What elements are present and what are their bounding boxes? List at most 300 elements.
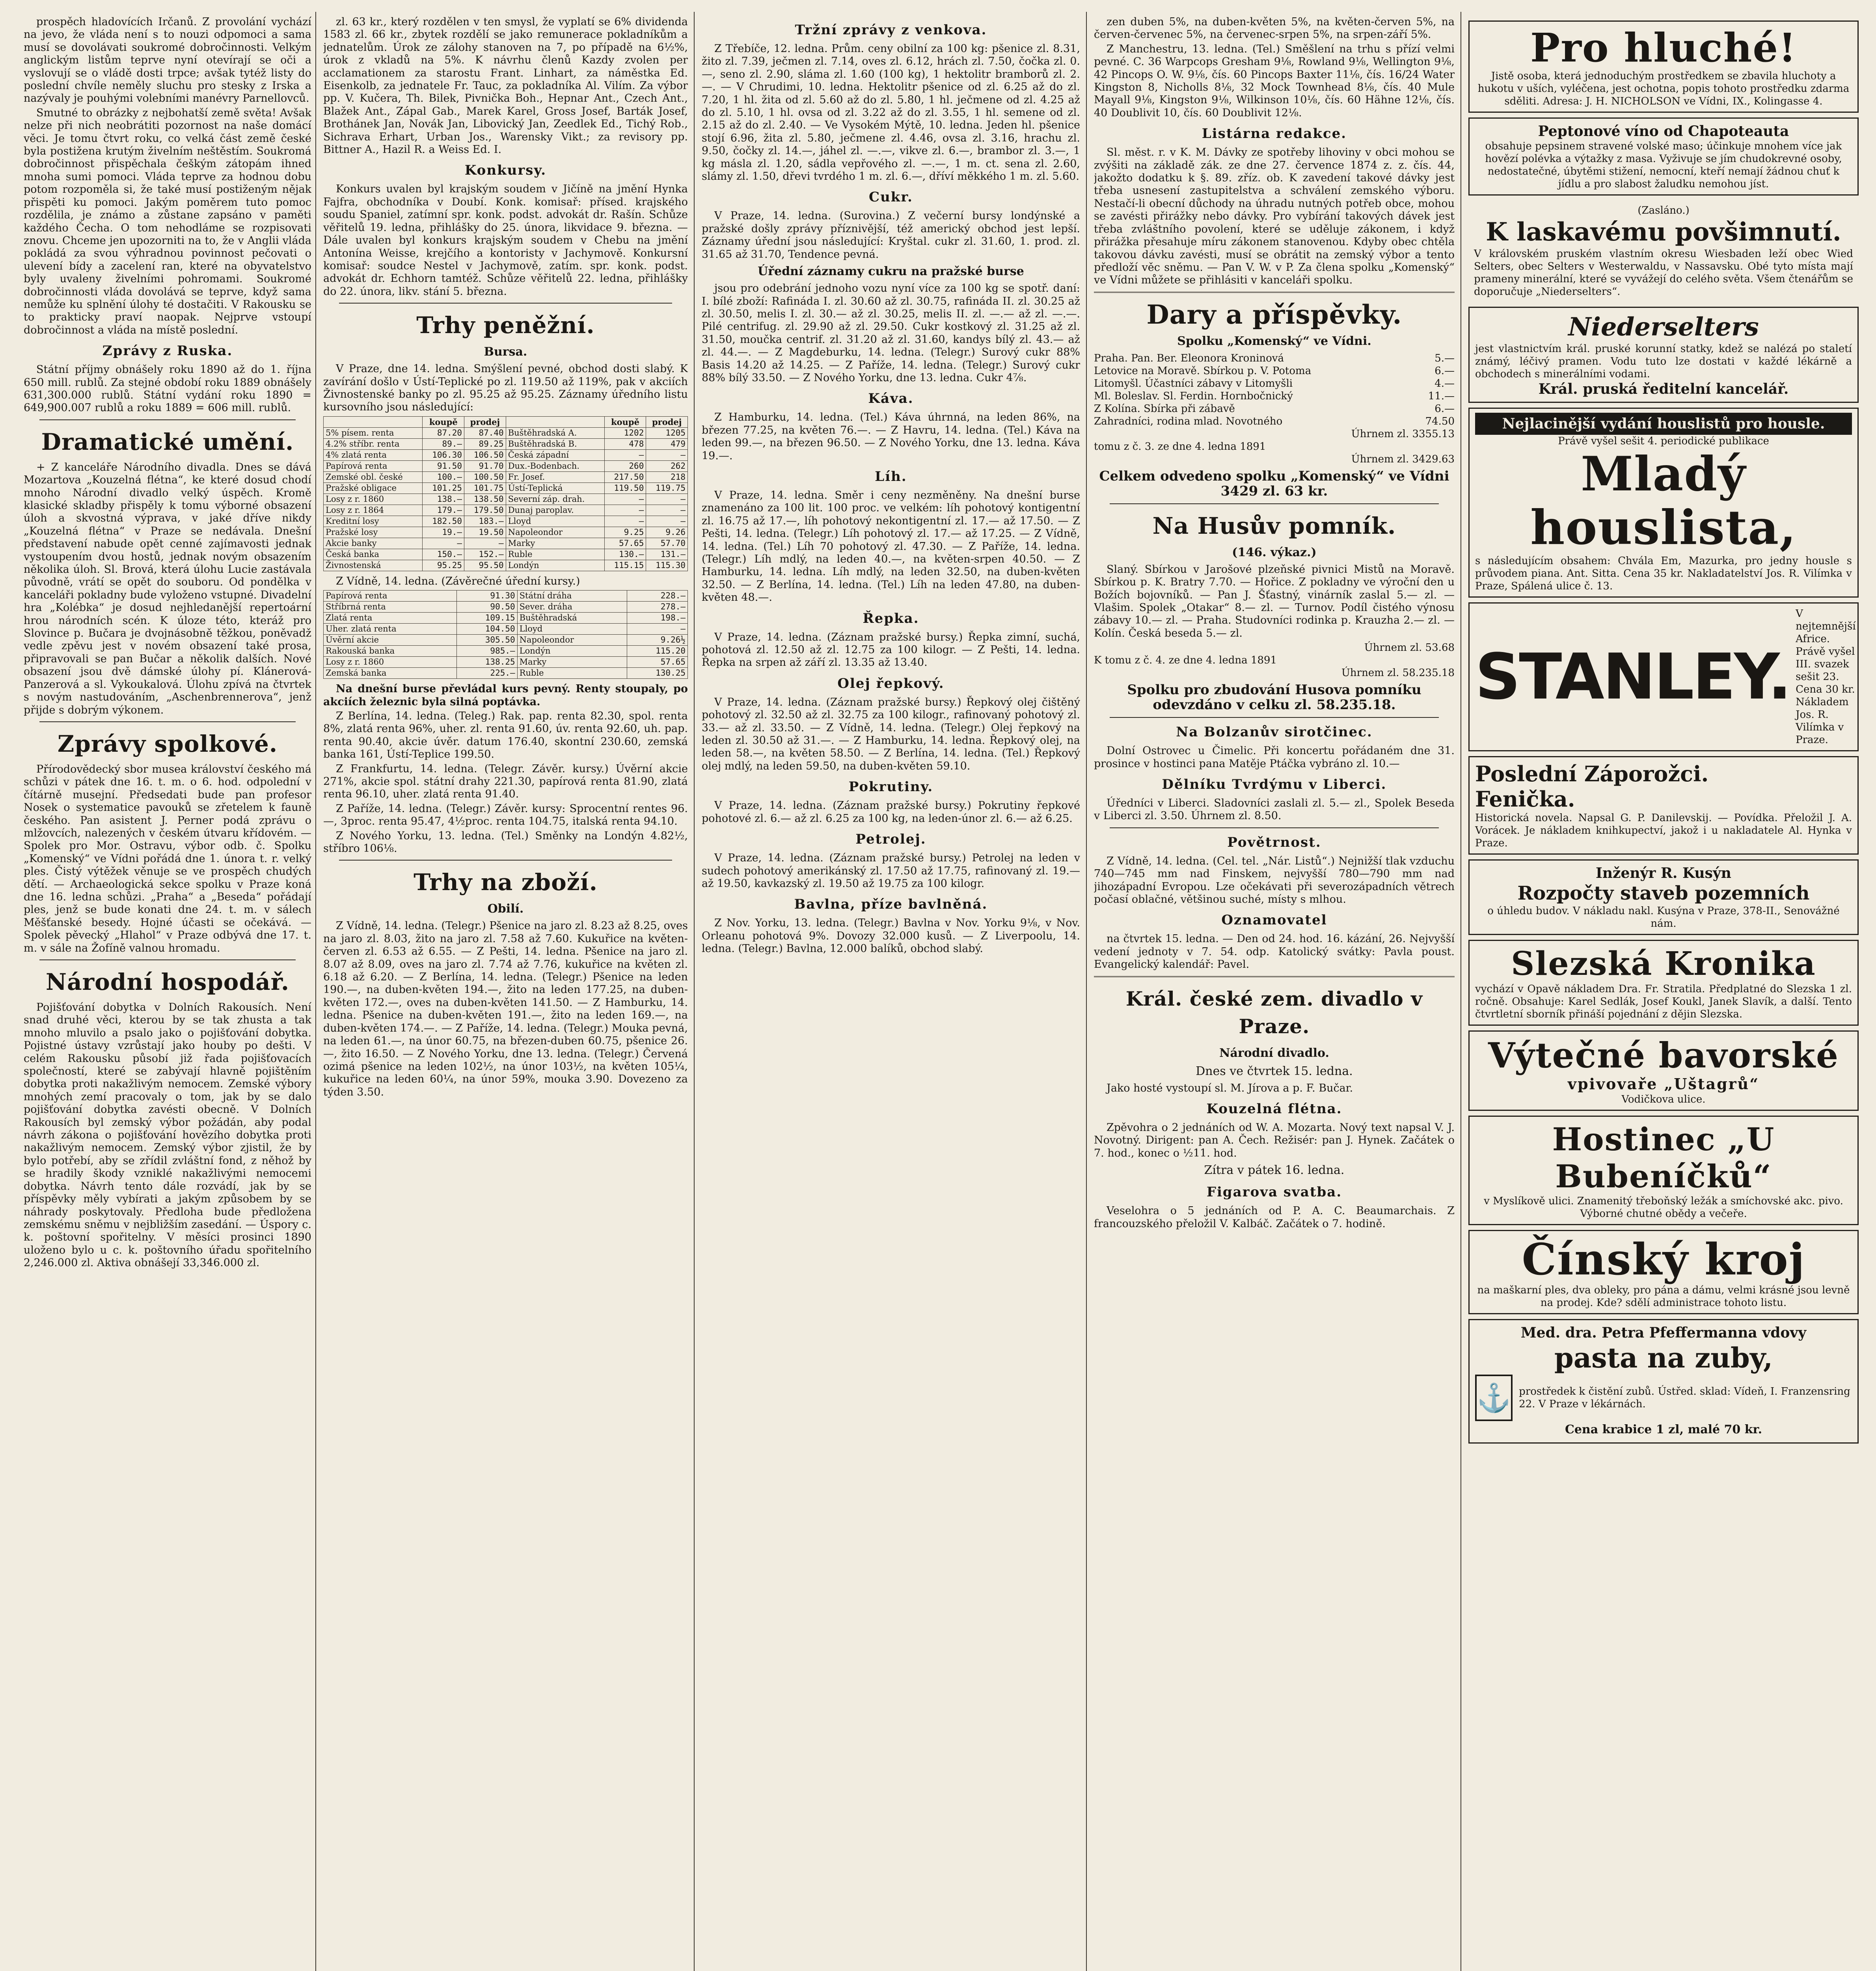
table-row (324, 560, 688, 571)
article-text: Z Manchestru, 13. ledna. (Tel.) Směšlení na trhu s přízí velmi pevné. C. 36 Warpcops Gresham 9⅛, Rowland 9⅛, Wellington 9⅛, 42 Pincops O. W. 9⅛, čís. 60 Pincops Baxter 11⅛, čís. 16/24 Water Kingston 8, Nicholls 8⅛, 32 Mock Townhead 8⅛, čís. 40 Mule Mayall 9⅛, Kingston 9⅛, Wilkinson 10⅛, čís. 60 Hähne 12⅛, čís. 40 Doublivit 10, čís. 60 Doublivit 12⅛. (1094, 43, 1455, 119)
article-text: Z Frankfurtu, 14. ledna. (Telegr. Závěr. kursy.) Úvěrní akcie 271%, akcie spol. státní drahy 221.30, papírová renta 81.90, zlatá renta 96.10, uher. zlatá renta 91.40. (323, 762, 688, 801)
article-text: Z Berlína, 14. ledna. (Teleg.) Rak. pap. renta 82.30, spol. renta 8%, zlatá renta 96%, uher. zl. renta 91.60, úv. renta 92.60, uh. pap. renta 90.40, akcie úvěr. datum 176.40, skontní 230.60, zemská banka 161, Ústí-Teplice 199.50. (323, 710, 688, 761)
table-cell: Napoleondor (506, 527, 604, 538)
column-1 (24, 16, 311, 1971)
ad-title: Hostinec „U Bubeníčků“ (1552, 1121, 1775, 1195)
table-cell: 115.20 (627, 646, 688, 657)
column-rule (315, 12, 316, 1971)
table-cell: 115.15 (604, 560, 646, 571)
article-text: V Praze, 14. ledna. (Záznam pražské bursy.) Petrolej na leden v sudech pohotový amerikánský zl. 17.50 až 17.75, rafinovaný zl. 19.— až 19.50, kavkazský zl. 19.50 až 19.75 za 100 kilogr. (702, 852, 1080, 890)
table-cell: Státní dráha (517, 591, 627, 602)
table-row (324, 668, 688, 679)
ad-toothpaste (1468, 1319, 1859, 1444)
divider (39, 959, 296, 960)
table-cell: 5% písem. renta (324, 427, 423, 438)
divider (1094, 292, 1455, 293)
ad-text: Jistě osoba, která jednoduchým prostředkem se zbavila hluchoty a hukotu v uších, vyléčena, jest ochotna, popis tohoto prostředku zdarma sděliti. Adresa: J. H. NICHOLSON ve Vídni, IX., Kolingasse 4. (1477, 70, 1850, 107)
table-cell: 305.50 (456, 635, 517, 646)
donor: Ml. Boleslav. Sl. Ferdin. Hornbočnický (1094, 390, 1293, 402)
table-header (506, 416, 604, 427)
total-line: Celkem odvedeno spolku „Komenský“ ve Vídni 3429 zl. 63 kr. (1099, 468, 1449, 499)
table-row (324, 527, 688, 538)
ad-text: jest vlastnictvím král. pruské korunní statky, kdež se nalézá po staletí známý, léčivý pramen. Vodu tuto lze dostati v každé lékárně a obchodech s minerálními vodami. (1475, 343, 1852, 380)
table-cell: — (646, 505, 688, 516)
article-text: V Praze, 14. ledna. (Záznam pražské bursy.) Řepka zimní, suchá, pohotová zl. 12.50 až zl. 12.75 za 100 kilogr. — Z Pešti, 14. ledna. Řepka na srpen až září zl. 13.35 až 13.40. (702, 631, 1080, 669)
table-cell: 19.50 (464, 527, 506, 538)
ad-niederselters (1468, 307, 1859, 403)
table-row (324, 483, 688, 494)
table-cell: 95.50 (464, 560, 506, 571)
table-cell: 182.50 (423, 516, 464, 527)
table-cell: 225.— (456, 668, 517, 679)
ad-title: Inženýr R. Kusýn (1596, 865, 1731, 881)
table-cell: 985.— (456, 646, 517, 657)
table-cell: 100.50 (464, 471, 506, 483)
table-cell: — (604, 494, 646, 505)
ad-text: v Myslíkově ulici. Znamenitý třeboňský ležák a smíchovské akc. pivo. Výborné chutné obědy a večeře. (1484, 1195, 1843, 1220)
table-cell: Buštěhradská B. (506, 438, 604, 449)
table-cell: 19.— (423, 527, 464, 538)
donation-row (1094, 377, 1455, 390)
article-text: Jako hosté vystoupí sl. M. Jírova a p. F. Bučar. (1107, 1082, 1353, 1094)
article-text: prospěch hladovících Irčanů. Z provolání vychází na jevo, že vláda není s to nouzi odpomoci a sama musí se dovolávati soukromé dobročinnosti. Velkým anglickým listům teprve nyní otevírají se oči a vyslovují se o vládě dosti trpce; avšak tytéž listy do poslední chvíle neměly sluchu pro stesky z Irska a nazývaly je pouhými volebními manévry Parnellovců. (24, 16, 311, 105)
table-cell: Papírová renta (324, 460, 423, 471)
section-heading: Dramatické umění. (41, 428, 294, 455)
table-cell: 91.70 (464, 460, 506, 471)
subheading: (146. výkaz.) (1232, 545, 1317, 559)
table-cell: Napoleondor (517, 635, 627, 646)
donation-sum: Úhrnem zl. 3355.13 (1351, 428, 1455, 440)
vienna-rates-table (323, 590, 688, 679)
table-cell: — (646, 516, 688, 527)
table-cell: 57.70 (646, 538, 688, 549)
table-cell: Londýn (506, 560, 604, 571)
ad-violinist (1468, 408, 1859, 598)
table-header: koupě (604, 416, 646, 427)
amount: 4.— (1434, 377, 1455, 389)
section-heading: Oznamovatel (1221, 912, 1327, 928)
table-cell: 228.— (627, 591, 688, 602)
donor: Praha. Pan. Ber. Eleonora Kroninová (1094, 352, 1284, 364)
table-cell: 150.— (423, 549, 464, 560)
ad-stanley (1468, 602, 1859, 751)
table-row (324, 460, 688, 471)
table-row (324, 591, 688, 602)
performance-date: Dnes ve čtvrtek 15. ledna. (1196, 1064, 1353, 1078)
section-heading: Olej řepkový. (837, 675, 945, 691)
table-header: prodej (646, 416, 688, 427)
table-cell: 262 (646, 460, 688, 471)
table-row (324, 427, 688, 438)
table-cell: Buštěhradská A. (506, 427, 604, 438)
subheading: Úřední záznamy cukru na pražské burse (758, 265, 1024, 279)
table-cell: Marky (506, 538, 604, 549)
table-cell: 9.26½ (627, 635, 688, 646)
table-cell: 138.— (423, 494, 464, 505)
table-cell: 9.26 (646, 527, 688, 538)
table-cell: 478 (604, 438, 646, 449)
article-text: + Z kanceláře Národního divadla. Dnes se dává Mozartova „Kouzelná flétna“, ke které dosud chodí mnoho Národní divadlo velký úspěch. Kromě klasické skladby přispěly k tomu výborné obsazení úloh a skvostná výprava, v jaké dříve nikdy „Kouzelná flétna“ v Praze se nedávala. Dnešní představení nabude opět cenné zajímavosti jednak vystoupením dvou hostů, jednak novým obsazením několika úloh. Sl. Brová, která úlohu Lucie zastávala původně, vrátí se opět do souboru. Od pondělka v kanceláři pokladny bude vyloženo vstupné. Divadelní hra „Kolébka“ je dosud nejhledanější repertoární hrou národních scén. K úloze této, kteráž pro Slovince p. Bučara je dvojnásobně těžkou, poněvadž vedle zpěvu jest v novém obsazení také prosa, připravovali se pan Bučar a několik dalších. Nové obsazení jsou dvě dámské úlohy pí. Klánerová-Panzerová a sl. Vykoukalová. Úlohu zpívá na čtvrtek s novým nastudováním, „Aschenbrennerova“, jenž přijde s dobrým výkonem. (24, 461, 311, 716)
table-cell: 87.20 (423, 427, 464, 438)
table-row (324, 613, 688, 624)
section-heading: Na Bolzanův sirotčinec. (1176, 724, 1373, 740)
bourse-rates-table (323, 416, 688, 571)
ad-head: (Zasláno.) (1638, 205, 1690, 216)
table-cell: 89.25 (464, 438, 506, 449)
ad-title: Výtečné bavorské (1488, 1035, 1839, 1076)
total-line: Spolku pro zbudování Husova pomníku odevzdáno v celku zl. 58.235.18. (1127, 682, 1421, 713)
article-text: Z Vídně, 14. ledna. (Závěrečné úřední kursy.) (336, 575, 580, 587)
divider (1110, 717, 1439, 718)
subheading: Obilí. (487, 902, 524, 916)
table-cell: 152.— (464, 549, 506, 560)
table-cell: Stříbrná renta (324, 602, 457, 613)
ad-title: STANLEY. (1475, 640, 1790, 714)
donor: Zahradníci, rodina mlad. Novotného (1094, 415, 1283, 427)
section-heading: Konkursy. (464, 162, 547, 179)
table-row (324, 549, 688, 560)
article-text: V Praze, 14. ledna. (Záznam pražské bursy.) Řepkový olej čištěný pohotový zl. 32.50 až zl. 32.75 za 100 kilogr., rafinovaný pohotový zl. 33.— až zl. 33.50. — Z Vídně, 14. ledna. (Telegr.) Olej řepkový na leden zl. 30.50 až 31.—. — Z Hamburku, 14. ledna. Řepkový olej, na leden 58.—, na květen 58.50. — Z Berlína, 14. ledna. (Tel.) Řepkový olej mdlý, na leden 59.50, na duben-květen 59.10. (702, 696, 1080, 772)
ad-title: Slezská Kronika (1511, 945, 1816, 983)
divider (339, 860, 672, 861)
section-heading: Trhy peněžní. (416, 312, 595, 339)
ad-head: Med. dra. Petra Pfeffermanna vdovy (1520, 1325, 1807, 1341)
article-text: Přírodovědecký sbor musea království českého má schůzi v pátek dne 16. t. m. o 6. hod. odpolední v čítárně musejní. Předsedati bude pan profesor Nosek o systematice pavouků se zřetelem k fauně českého. Pan asistent J. Perner podá zprávu o mlžovcích, nalezených v českém útvaru křídovém. — Spolek pro Mor. Ostravu, výbor odb. č. Spolku „Komenský“ ve Vídni pořádá dne 1. února t. r. velký ples. Čistý výtěžek věnuje se ve prospěch chudých dětí. — Archaeologická sekce spolku v Praze koná dne 16. ledna schůzi. „Praha“ a „Beseda“ pořádají ples, jenž se bude konati dne 24. t. m. v sálech Měšťanské besedy. Hojné účasti se očekává. — Spolek pěvecký „Hlahol“ v Praze odbývá dne 17. t. m. v sále na Žofíně valnou hromadu. (24, 763, 311, 954)
table-cell: 278.— (627, 602, 688, 613)
table-cell: Lloyd (506, 516, 604, 527)
section-heading: Dary a příspěvky. (1146, 299, 1402, 330)
ad-notice (1468, 200, 1859, 302)
section-heading: Pokrutiny. (848, 779, 933, 795)
section-heading: Listárna redakce. (1202, 126, 1347, 142)
table-cell: 131.— (646, 549, 688, 560)
table-header (324, 416, 423, 427)
table-row (324, 635, 688, 646)
ad-title: Peptonové víno od Chapoteauta (1538, 123, 1789, 140)
section-heading: Povětrnost. (1227, 834, 1321, 850)
table-cell: Losy z r. 1860 (324, 657, 457, 668)
table-cell: Zemská banka (324, 668, 457, 679)
article-text: Veselohra o 5 jednáních od P. A. C. Beaumarchais. Z francouzského přeložil V. Kalbáč. Začátek o 7. hodině. (1094, 1205, 1455, 1230)
column-2 (323, 16, 688, 1971)
table-cell: Ruble (506, 549, 604, 560)
table-cell: — (604, 505, 646, 516)
table-row (324, 449, 688, 460)
table-cell: Živnostenská (324, 560, 423, 571)
article-text: Pojišťování dobytka v Dolních Rakousích. Není snad druhé věci, kterou by se tak zhusta a tak mnoho mluvilo a psalo jako o pojišťování dobytka. Pojistné ústavy vzrůstají jako houby po dešti. V celém Rakousku působí již řada pojišťovacích společností, které se zabývají hlavně pojištěním dobytka proti nakažlivým nemocem. Zemské výbory mnohých zemí pracovaly o tom, jak by se dalo pojišťování dobytka zavésti obecně. V Dolních Rakousích byl zemský výbor požádán, aby podal návrh zákona o pojišťování hovězího dobytka proti nakažlivým nemocem. Zemský výbor zjistil, že by bylo potřebí, aby se zřídil zvláštní fond, z něhož by se hradily škody vzniklé nakažlivými nemocemi dobytka. Návrh tento dále rozvádí, jak by se příspěvky měly vybírati a jakým způsobem by se náhrady poskytovaly. Předloha bude předložena zemskému sněmu v nejbližším zasedání. — Úspory c. k. poštovní spořitelny. V měsíci prosinci 1890 uloženo bylo u c. k. poštovního úřadu spořitelního 2,246.000 zl. Aktiva obnášejí 33,346.000 zl. (24, 1001, 311, 1269)
ad-text: o úhledu budov. V nákladu nakl. Kusýna v Praze, 378-II., Senovážné nám. (1487, 905, 1840, 930)
ad-sign: Král. pruská ředitelní kancelář. (1538, 381, 1789, 397)
article-text: Z Paříže, 14. ledna. (Telegr.) Závěr. kursy: Sprocentní rentes 96.—, 3proc. renta 95.47, 4½proc. renta 104.75, italská renta 94.10. (323, 802, 688, 828)
article-text: Zpěvohra o 2 jednáních od W. A. Mozarta. Nový text napsal V. J. Novotný. Dirigent: pan A. Čech. Režisér: pan J. Hynek. Začátek o 7. hod., konec o ½11. hod. (1094, 1121, 1455, 1159)
anchor-logo-icon: ⚓ (1475, 1375, 1513, 1421)
table-cell: Lloyd (517, 624, 627, 635)
ad-text: vychází v Opavě nákladem Dra. Fr. Stratila. Předplatné do Slezska 1 zl. ročně. Obsahuje: Karel Sedlák, Josef Koukl, Janek Slavík, a další. Tento čtvrtletní sborník přináší pojednání z dějin Slezska. (1475, 983, 1852, 1020)
table-cell: Papírová renta (324, 591, 457, 602)
ad-text: obsahuje pepsinem stravené volské maso; účinkuje mnohem více jak hovězí polévka a výtažky z masa. Vyživuje se jím chudokrevné osoby, nedostatečné, úbytěmi stižení, nemocní, kteří nemají žádnou chuť k jídlu a pro slabost žaludku nemohou jíst. (1485, 140, 1842, 190)
ad-text: prostředek k čistění zubů. Ústřed. sklad: Vídeň, I. Franzensring 22. V Praze v lékárnách. (1519, 1386, 1850, 1410)
section-heading: Líh. (875, 468, 907, 484)
article-text: Konkurs uvalen byl krajským soudem v Jičíně na jmění Hynka Fajfra, obchodníka v Doubí. Konk. komisař: přísed. krajského soudu Spaniel, zatímní spr. konk. podst. advokát dr. Rašín. Schůze věřitelů 19. ledna, přihlášky do 25. února, likvidace 9. března. — Dále uvalen byl konkurs krajským soudem v Chebu na jmění Antonína Weisse, krejčího a kontoristy v Jachymově. Konkursní komisař: soudce Nestel v Jachymově, zatím. spr. konk. podst. advokát dr. Echhorn tamtéž. Schůze věřitelů 22. ledna, přihlášky do 22. února, likv. stání 5. března. (323, 183, 688, 298)
table-cell: 479 (646, 438, 688, 449)
table-row (324, 657, 688, 668)
table-cell: Losy z r. 1864 (324, 505, 423, 516)
table-cell: 1202 (604, 427, 646, 438)
table-cell: Rakouská banka (324, 646, 457, 657)
table-cell: 100.— (423, 471, 464, 483)
divider (339, 303, 672, 304)
ad-price: Cena krabice 1 zl, malé 70 kr. (1565, 1423, 1762, 1436)
ad-engineer (1468, 859, 1859, 935)
table-cell: 119.75 (646, 483, 688, 494)
table-cell: 130.— (604, 549, 646, 560)
ad-head: Nejlacinější vydání houslistů pro housle. (1475, 413, 1852, 435)
article-text: Dolní Ostrovec u Čimelic. Při koncertu pořádaném dne 31. prosince v hostinci pana Matěje Ptáčka vybráno zl. 10.— (1094, 745, 1455, 770)
table-row (324, 646, 688, 657)
table-cell: Pražské losy (324, 527, 423, 538)
article-text: Z Nov. Yorku, 13. ledna. (Telegr.) Bavlna v Nov. Yorku 9⅛, v Nov. Orleanu pohotová 9%. Dovozy 32.000 kusů. — Z Liverpoolu, 14. ledna. (Telegr.) Bavlna, 12.000 balíků, obchod slabý. (702, 917, 1080, 955)
table-cell: 89.— (423, 438, 464, 449)
table-row (324, 516, 688, 527)
divider (1094, 976, 1455, 977)
column-4 (1094, 16, 1455, 1971)
article-text: zen duben 5%, na duben-květen 5%, na květen-červen 5%, na červen-červenec 5%, na červenec-srpen 5%, na srpen-září 5%. (1094, 16, 1455, 41)
article-text: na čtvrtek 15. ledna. — Den od 24. hod. 16. kázání, 26. Nejvyšší vedení jednoty v 7. 54. odp. Katolický svátky: Pavla poust. Evangelický kalendář: Pavel. (1094, 933, 1455, 971)
table-cell: 4% zlatá renta (324, 449, 423, 460)
section-heading: Národní hospodář. (45, 969, 290, 995)
table-cell: 130.25 (627, 668, 688, 679)
section-heading: Zprávy z Ruska. (102, 343, 233, 359)
table-cell: 101.25 (423, 483, 464, 494)
table-cell: 101.75 (464, 483, 506, 494)
ad-books (1468, 756, 1859, 855)
donation-row (1094, 352, 1455, 365)
ad-title: K laskavému povšimnutí. (1486, 217, 1841, 247)
table-cell: 87.40 (464, 427, 506, 438)
section-heading: Trhy na zboží. (414, 869, 598, 896)
table-cell: 138.25 (456, 657, 517, 668)
table-row (324, 602, 688, 613)
donation-total: Úhrnem zl. 58.235.18 (1341, 667, 1455, 679)
table-cell: 104.50 (456, 624, 517, 635)
article-text: Na dnešní burse převládal kurs pevný. Renty stoupaly, po akciích železnic byla silná poptávka. (323, 683, 688, 708)
table-cell: 119.50 (604, 483, 646, 494)
table-cell: — (464, 538, 506, 549)
article-text: Z Nového Yorku, 13. ledna. (Tel.) Směnky na Londýn 4.82½, stříbro 106⅛. (323, 829, 688, 855)
ad-peptone-wine (1468, 117, 1859, 196)
donation-row (1094, 390, 1455, 402)
ad-hearing (1468, 20, 1859, 113)
table-cell: 9.25 (604, 527, 646, 538)
column-rule (694, 12, 695, 1971)
table-cell: Dux.-Bodenbach. (506, 460, 604, 471)
table-cell: Marky (517, 657, 627, 668)
article-text: Z Hamburku, 14. ledna. (Tel.) Káva úhrnná, na leden 86%, na březen 77.25, na květen 76.—. — Z Havru, 14. ledna. (Tel.) Káva na leden 99.—, na březen 96.50. — Z Nového Yorku, dne 13. ledna. Káva 19.—. (702, 411, 1080, 462)
divider (39, 721, 296, 722)
table-cell: Sever. dráha (517, 602, 627, 613)
article-text: V Praze, 14. ledna. Směr i ceny nezměněny. Na dnešní burse znamenáno za 100 lit. 100 proc. ve velkém: líh pohotový kontigentní zl. 16.75 až 17.—, líh pohotový nekontigentní zl. 17.— až 17.50. — Z Pešti, 14. ledna. (Telegr.) Líh pohotový zl. 17.— až 17.25. — Z Vídně, 14. ledna. (Tel.) Líh 70 pohotový zl. 47.30. — Z Paříže, 14. ledna. (Telegr.) Líh mdlý, na leden 40.—, na květen-srpen 40.50. — Z Hamburku, 14. ledna. Líh mdlý, na leden 32.50, na duben-květen 32.50. — Z Berlína, 14. ledna. (Tel.) Líh na leden 47.80, na duben-květen 48.—. (702, 489, 1080, 604)
article-text: Z Vídně, 14. ledna. (Cel. tel. „Nár. Listů“.) Nejnižší tlak vzduchu 740—745 mm nad Finskem, nejvyšší 780—790 mm nad jihozápadní Evropou. Lze očekávati při severozápadních větrech počasí oblačné, většinou suché, místy s mlhou. (1094, 855, 1455, 905)
section-heading: Cukr. (869, 189, 913, 205)
table-cell: 57.65 (604, 538, 646, 549)
table-cell: 4.2% stříbr. renta (324, 438, 423, 449)
column-3 (702, 16, 1080, 1971)
ad-chinese-costume (1468, 1230, 1859, 1314)
donation-sum: Úhrnem zl. 53.68 (1364, 642, 1455, 654)
ad-subtitle: vpivovaře „Uštagrů“ (1567, 1075, 1760, 1093)
amount: 11.— (1428, 390, 1455, 402)
donation-row (1094, 365, 1455, 377)
donation-prev: tomu z č. 3. ze dne 4. ledna 1891 (1094, 440, 1266, 453)
divider (39, 419, 296, 420)
amount: 74.50 (1425, 415, 1455, 427)
donation-row (1094, 402, 1455, 415)
donor: Letovice na Moravě. Sbírkou p. V. Potoma (1094, 365, 1312, 377)
donation-total: Úhrnem zl. 3429.63 (1351, 453, 1455, 465)
table-cell: 183.— (464, 516, 506, 527)
table-row (324, 624, 688, 635)
ad-title: Mladý houslista, (1530, 446, 1797, 555)
article-text: zl. 63 kr., který rozdělen v ten smysl, že vyplatí se 6% dividenda 1583 zl. 66 kr., zbytek rozdělí se jako remunerace pokladníkům a jednatelům. Úrok ze zálohy stanoven na 7, po případě na 6½%, úrok z vkladů na 5%. K návrhu členů Kazdy zvolen per acclamationem za starostu Frant. Linhart, za náměstka Ed. Eisenkolb, za jednatele Fr. Tauc, za pokladníka Al. Vilím. Za výbor pp. V. Kučera, Th. Bilek, Pivnička Boh., Hepnar Ant., Czech Ant., Blažek Ant., Zápal Gab., Marek Karel, Gross Josef, Barták Josef, Brothánek Jan, Novák Jan, Libovický Jan, Zeedlek Ed., Tichý Rob., Sichrava Erhart, Urban Jos., Warensky Vikt.; za revisory pp. Bittner A., Hazil R. a Weiss Ed. I. (323, 16, 688, 156)
ad-beer (1468, 1030, 1859, 1111)
ad-subtitle: Rozpočty staveb pozemních (1517, 882, 1810, 904)
ad-text: na maškarní ples, dva obleky, pro pána a dámu, velmi krásné jsou levně na prodej. Kde? sdělí administrace tohoto listu. (1477, 1284, 1850, 1309)
section-heading: Káva. (868, 391, 914, 407)
column-rule (1086, 12, 1087, 1971)
article-text: Státní příjmy obnášely roku 1890 až do 1. října 650 mill. rublů. Za stejné období roku 1889 obnášely 631,300.000 rublů. Státní vydání roku 1890 = 649,900.007 rublů a roku 1889 = 606 mill. rublů. (24, 363, 311, 414)
table-row (324, 438, 688, 449)
ad-line: Právě vyšel sešit 4. periodické publikace (1558, 435, 1769, 447)
section-heading: Na Husův pomník. (1152, 512, 1396, 539)
article-text: V Praze, 14. ledna. (Záznam pražské bursy.) Pokrutiny řepkové pohotové zl. 6.— až zl. 6.25 za 100 kg, na leden-únor zl. 6.— až 6.25. (702, 799, 1080, 825)
article-text: Z Třebíče, 12. ledna. Prům. ceny obilní za 100 kg: pšenice zl. 8.31, žito zl. 7.39, ječmen zl. 7.14, oves zl. 6.12, hrách zl. 7.50, čočka zl. 0.—, seno zl. 2.90, sláma zl. 1.60 (100 kg), 1 hektolitr bramborů zl. 2.—. — V Chrudimi, 10. ledna. Hektolitr pšenice od zl. 6.25 až do zl. 7.20, 1 hl. žita od zl. 5.60 až do zl. 5.80, 1 hl. ječmene od zl. 4.25 až do zl. 5.10, 1 hl. ovsa od zl. 3.22 až do zl. 3.55, 1 hl. semene od zl. 2.15 až do zl. 2.40. — Ve Vysokém Mýtě, 10. ledna. Jeden hl. pšenice stojí 6.96, žita zl. 5.80, ječmene zl. 4.46, ovsa zl. 3.16, hrachu zl. 9.50, čočky zl. 14.—, jáhel zl. —.—, vikve zl. 6.—, brambor zl. 3.—, 1 kg másla zl. 1.20, sádla vepřového zl. —.—, 1 m. ct. sena zl. 2.60, slámy zl. 1.50, dřevi tvrdého 1 m. zl. 6.—, dříví měkkého 1 m. zl. 5.60. (702, 43, 1080, 183)
section-heading: Dělníku Tvrdýmu v Liberci. (1162, 776, 1387, 792)
performance-date: Zítra v pátek 16. ledna. (1204, 1163, 1345, 1177)
table-cell: — (604, 516, 646, 527)
table-cell: Londýn (517, 646, 627, 657)
amount: 6.— (1434, 365, 1455, 377)
table-cell: 106.30 (423, 449, 464, 460)
table-cell: — (646, 449, 688, 460)
amount: 5.— (1434, 352, 1455, 364)
ad-title: Poslední Záporožci. (1475, 761, 1709, 786)
table-cell: Buštěhradská (517, 613, 627, 624)
divider (1110, 827, 1439, 828)
table-cell: 91.50 (423, 460, 464, 471)
table-cell: 179.— (423, 505, 464, 516)
table-cell: 1205 (646, 427, 688, 438)
table-cell: 179.50 (464, 505, 506, 516)
table-cell: Zemské obl. české (324, 471, 423, 483)
ad-title: Čínský kroj (1522, 1234, 1805, 1285)
article-text: V Praze, dne 14. ledna. Smýšlení pevné, obchod dosti slabý. K zavírání došlo v Ústí-Teplické po zl. 119.50 až 119%, pak v akciích Živnostenské banky po zl. 95.25 až 95.25. Záznamy úředního listu kursovního jsou následující: (323, 363, 688, 414)
ad-title: Pro hluché! (1530, 24, 1797, 71)
subheading: Národní divadlo. (1219, 1046, 1329, 1060)
section-heading: Řepka. (863, 610, 919, 626)
ad-title: pasta na zuby, (1554, 1341, 1773, 1374)
article-text: jsou pro odebrání jednoho vozu nyní více za 100 kg se spotř. daní: I. bílé zboží: Rafináda I. zl. 30.60 až zl. 30.75, rafináda II. zl. 30.25 až zl. 30.50, melis I. zl. 30.— až zl. 30.25, melis II. zl. —.— až zl. —.—. Pilé centrifug. zl. 29.90 až zl. 29.50. Cukr kostkový zl. 31.25 až zl. 31.50, moučka centrif. zl. 31.20 až zl. 31.60, kandys bílý zl. 43.— až zl. 44.—. — Z Magdeburku, 14. ledna. (Telegr.) Surový cukr 88% Basis 14.20 až 14.25. — Z Paříže, 14. ledna. (Telegr.) Surový cukr 88% bílý 33.50. — Z Nového Yorku, dne 13. ledna. Cukr 4⅞. (702, 282, 1080, 384)
table-row (324, 471, 688, 483)
table-cell: Úvěrní akcie (324, 635, 457, 646)
table-cell: 260 (604, 460, 646, 471)
table-row (324, 538, 688, 549)
section-heading: Zprávy spolkové. (57, 730, 278, 757)
table-cell: Uher. zlatá renta (324, 624, 457, 635)
table-cell: 218 (646, 471, 688, 483)
column-ads (1468, 16, 1859, 1971)
ad-text: s následujícím obsahem: Chvála Em, Mazurka, pro jedny housle s průvodem piana. Ant. Sitta. Cena 35 kr. Nakladatelství Jos. R. Vilímka v Praze, Spálená ulice č. 13. (1475, 555, 1852, 592)
table-cell: — (423, 538, 464, 549)
table-row (324, 494, 688, 505)
table-cell: 90.50 (456, 602, 517, 613)
article-text: Smutné to obrázky z nejbohatší země světa! Avšak nelze při nich neobrátiti pozornost na naše domácí věci. Je tomu čtvrt roku, co velká část země české byla postižena krutým živelním neštěstím. Soukromá dobročinnost přispěchala češkým zátopám ihned mnoha sumi pomoci. Vláda teprve za hodnou dobu potom rozpoměla si, že také musí postiženým nějak přispěti ku pomoci. Jakým poměrem tuto pomoc rozdělila, je známo a zůstane zapsáno v paměti každého Čecha. O tom nehodláme se rozpisovati znovu. Chceme jen upozorniti na to, že v Anglii vláda pokládá za svou výhradnou povinnost pečovati o ulevení bídy a zacelení ran, které na obyvatelstvo byly uvaleny živelními pohromami. Soukromé dobročinnosti vláda dovolává se teprve, když sama nemůže ku splnění úlohy té dostačiti. V Rakousku se to prakticky praví naopak. Nejprve vstoupí dobročinnost a vláda na místě poslední. (24, 106, 311, 336)
subheading: Bursa. (484, 345, 527, 359)
table-cell: 115.30 (646, 560, 688, 571)
table-cell: Dunaj paroplav. (506, 505, 604, 516)
article-text: V Praze, 14. ledna. (Surovina.) Z večerní bursy londýnské a pražské došly zprávy příznivější, též americký obchod jest lepší. Záznamy úřední jsou následující: Kryštal. cukr zl. 31.60, 1. prod. zl. 31.65 až 31.70, Tendence pevná. (702, 210, 1080, 261)
donor: Z Kolína. Sbírka při zábavě (1094, 402, 1235, 415)
table-cell: — (646, 494, 688, 505)
amount: 6.— (1434, 402, 1455, 415)
section-heading: Bavlna, příze bavlněná. (794, 896, 988, 913)
table-header: koupě (423, 416, 464, 427)
table-cell: 91.30 (456, 591, 517, 602)
ad-title: Fenička. (1475, 786, 1575, 812)
performance-title: Kouzelná flétna. (1206, 1101, 1342, 1117)
article-text: Z Vídně, 14. ledna. (Telegr.) Pšenice na jaro zl. 8.23 až 8.25, oves na jaro zl. 8.03, žito na jaro zl. 7.58 až 7.60. Kukuřice na květen-červen zl. 6.53 až 6.55. — Z Pešti, 14. ledna. Pšenice na jaro zl. 8.07 až 8.09, oves na jaro zl. 7.74 až 7.76, kukuřice na květen zl. 6.18 až 6.20. — Z Berlína, 14. ledna. (Telegr.) Pšenice na leden 190.—, na duben-květen 194.—, žito na leden 177.25, na duben-květen 172.—, oves na duben-květen 141.50. — Z Hamburku, 14. ledna. Pšenice na duben-květen 191.—, žito na leden 169.—, na duben-květen 174.—. — Z Paříže, 14. ledna. (Telegr.) Mouka pevná, na leden 61.—, na únor 60.75, na březen-duben 60.75, pšenice 26.—, žito 16.50. — Z Nového Yorku, dne 13. ledna. (Telegr.) Červená ozimá pšenice na leden 102½, na únor 103½, na květen 105¼, kukuřice na leden 60¼, na únor 59%, mouka 3.90. Dovezeno za týden 3.50. (323, 920, 688, 1098)
ad-inn (1468, 1116, 1859, 1225)
donation-row (1094, 415, 1455, 428)
article-text: Slaný. Sbírkou v Jarošové plzeňské pivnici Mistů na Moravě. Sbírkou p. K. Bratry 7.70. — Hořice. Z pokladny ve výroční den u Božích bojovníků. — Pan J. Šťastný, vinárník zaslal 5.— zl. — Vlašim. Spolek „Otakar“ 8.— zl. — Turnov. Podíl čistého výnosu zábavy 10.— zl. — Praha. Studovníci rodinka p. Krauzha 2.— zl. — Kolín. Česká beseda 5.— zl. (1094, 563, 1455, 639)
article-text: Sl. měst. r. v K. M. Dávky ze spotřeby lihoviny v obci mohou se zvýšiti na základě zák. ze dne 27. července 1874 z. z. čís. 44, jakožto dodatku k §. 89. zříz. ob. K zavedení takové dávky jest třeba usnesení zastupitelstva a schválení zemského výboru. Nestačí-li obecní důchody na úhradu nutných potřeb obce, mohou se zavésti přirážky nebo dávky. Pro vybírání takových dávek jest třeba zvláštního povolení, které se uděluje zákonem, i když přirážka přesahuje míru zákonem stanovenou. Kdyby obec chtěla takovou dávku zavésti, musí se obrátit na zemský výbor a tento předloží věc sněmu. — Pan V. W. v P. Za člena spolku „Komenský“ ve Vídni můžete se přihlásiti v kanceláři spolku. (1094, 146, 1455, 287)
table-cell: Česká západní (506, 449, 604, 460)
donor: Litomyšl. Účastníci zábavy v Litomyšli (1094, 377, 1293, 389)
section-heading: Král. české zem. divadlo v Praze. (1125, 987, 1423, 1038)
ad-text: V královském pruském vlastním okresu Wiesbaden leží obec Wied Selters, obec Selters v Westerwaldu, v Nassavsku. Obé tyto místa mají prameny minerální, které se vyvážejí do celého světa. Všem čtenářům se doporučuje „Niederselters“. (1474, 248, 1853, 298)
donation-list (1094, 352, 1455, 428)
table-cell: — (604, 449, 646, 460)
table-header: prodej (464, 416, 506, 427)
table-cell: Česká banka (324, 549, 423, 560)
ad-text: Historická novela. Napsal G. P. Danilevskij. — Povídka. Přeložil J. A. Vorácek. Je nákladem knihkupectví, jakož i u nakladatele Al. Hynka v Praze. (1475, 812, 1852, 849)
table-cell: Ruble (517, 668, 627, 679)
subheading: Spolku „Komenský“ ve Vídni. (1177, 334, 1371, 348)
table-row (324, 505, 688, 516)
ad-line: Vodičkova ulice. (1621, 1094, 1706, 1105)
table-cell: Kreditní losy (324, 516, 423, 527)
article-text: Úředníci v Liberci. Sladovníci zaslali zl. 5.— zl., Spolek Beseda v Liberci zl. 3.50. Úhrnem zl. 8.50. (1094, 797, 1455, 822)
table-cell: 95.25 (423, 560, 464, 571)
section-heading: Tržní zprávy z venkova. (795, 22, 987, 38)
divider (1110, 503, 1439, 504)
table-cell: 109.15 (456, 613, 517, 624)
table-cell: 106.50 (464, 449, 506, 460)
table-cell: 138.50 (464, 494, 506, 505)
ad-title: Niederselters (1568, 312, 1759, 342)
table-cell: Akcie banky (324, 538, 423, 549)
ad-silesian-chronicle (1468, 940, 1859, 1026)
table-cell: Zlatá renta (324, 613, 457, 624)
table-cell: Fr. Josef. (506, 471, 604, 483)
table-cell: 57.65 (627, 657, 688, 668)
table-cell: 217.50 (604, 471, 646, 483)
table-cell: Ústí-Teplická (506, 483, 604, 494)
ad-text: V nejtemnější Africe. Právě vyšel III. svazek sešit 23. Cena 30 kr. Nákladem Jos. R. Vilímka v Praze. (1796, 608, 1856, 746)
table-cell: 198.— (627, 613, 688, 624)
section-heading: Petrolej. (855, 831, 926, 848)
table-cell: Losy z r. 1860 (324, 494, 423, 505)
performance-title: Figarova svatba. (1206, 1184, 1342, 1200)
